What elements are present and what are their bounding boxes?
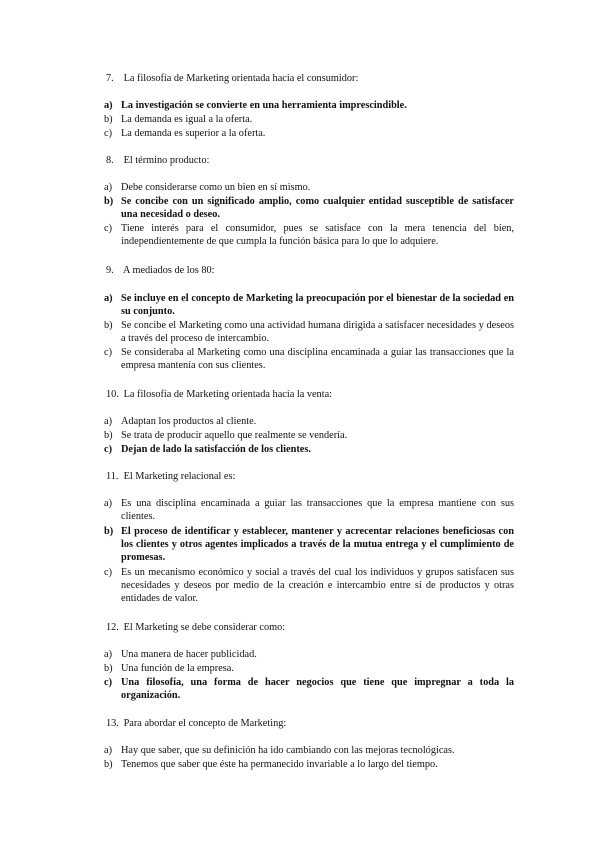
option-label: a) bbox=[104, 416, 112, 427]
option-label: c) bbox=[104, 347, 112, 358]
question-text: La filosofía de Marketing orientada hacia el consumidor: bbox=[123, 73, 359, 84]
question-12 bbox=[106, 621, 516, 634]
option-text: El proceso de identificar y establecer, mantener y acrecentar relaciones beneficiosas con los clientes y otros agentes implicados a través de la mutua entrega y el cumplimiento de promesas. bbox=[121, 526, 514, 563]
option-label: b) bbox=[104, 526, 114, 537]
option-label: a) bbox=[104, 182, 112, 193]
question-number: 8. bbox=[106, 155, 114, 166]
question-13-option-b bbox=[104, 758, 514, 771]
option-label: b) bbox=[104, 114, 113, 125]
question-number: 13. bbox=[106, 718, 119, 729]
question-text: El Marketing se debe considerar como: bbox=[123, 622, 286, 633]
option-label: b) bbox=[104, 320, 113, 331]
question-9-option-a bbox=[104, 292, 514, 318]
option-text: Dejan de lado la satisfacción de los clientes. bbox=[121, 444, 311, 455]
option-text: Se concibe el Marketing como una actividad humana dirigida a satisfacer necesidades y deseos a través del proceso de intercambio. bbox=[121, 320, 514, 344]
question-9-option-b bbox=[104, 319, 514, 345]
question-12-option-b bbox=[104, 662, 514, 675]
option-text: Adaptan los productos al cliente. bbox=[121, 416, 257, 427]
question-text: A mediados de los 80: bbox=[123, 265, 215, 276]
question-text: El término producto: bbox=[123, 155, 210, 166]
question-7-option-a bbox=[104, 99, 514, 112]
option-label: c) bbox=[104, 677, 112, 688]
option-text: La demanda es superior a la oferta. bbox=[121, 128, 266, 139]
question-10 bbox=[106, 388, 516, 401]
question-text: La filosofía de Marketing orientada hacia la venta: bbox=[123, 389, 332, 400]
option-label: c) bbox=[104, 567, 112, 578]
question-11-option-c bbox=[104, 566, 514, 605]
option-label: b) bbox=[104, 196, 114, 207]
option-text: La demanda es igual a la oferta. bbox=[121, 114, 253, 125]
question-9 bbox=[106, 264, 516, 277]
question-10-option-a bbox=[104, 415, 514, 428]
option-text: Se concibe con un significado amplio, como cualquier entidad susceptible de satisfacer una necesidad o deseo. bbox=[121, 196, 514, 220]
option-label: b) bbox=[104, 759, 113, 770]
question-10-option-c bbox=[104, 443, 514, 456]
option-text: Una filosofía, una forma de hacer negocios que tiene que impregnar a toda la organización. bbox=[121, 677, 514, 701]
option-text: Una función de la empresa. bbox=[121, 663, 234, 674]
option-label: c) bbox=[104, 444, 112, 455]
option-text: Tenemos que saber que éste ha permanecido invariable a lo largo del tiempo. bbox=[121, 759, 438, 770]
question-13-option-a bbox=[104, 744, 514, 757]
option-label: c) bbox=[104, 128, 112, 139]
question-number: 12. bbox=[106, 622, 119, 633]
question-12-option-c bbox=[104, 676, 514, 702]
option-text: Se consideraba al Marketing como una disciplina encaminada a guiar las transacciones que la empresa mantenía con sus clientes. bbox=[121, 347, 514, 371]
question-11 bbox=[106, 470, 516, 483]
option-text: Se trata de producir aquello que realmente se vendería. bbox=[121, 430, 348, 441]
question-8-option-c bbox=[104, 222, 514, 248]
option-label: a) bbox=[104, 649, 112, 660]
option-text: Se incluye en el concepto de Marketing la preocupación por el bienestar de la sociedad en su conjunto. bbox=[121, 293, 514, 317]
option-text: Una manera de hacer publicidad. bbox=[121, 649, 257, 660]
question-7-option-b bbox=[104, 113, 514, 126]
question-13 bbox=[106, 717, 516, 730]
question-number: 9. bbox=[106, 265, 114, 276]
option-label: a) bbox=[104, 293, 113, 304]
question-8-option-b bbox=[104, 195, 514, 221]
option-label: a) bbox=[104, 100, 113, 111]
option-text: Hay que saber, que su definición ha ido cambiando con las mejoras tecnológicas. bbox=[121, 745, 455, 756]
question-11-option-a bbox=[104, 497, 514, 523]
question-number: 11. bbox=[106, 471, 119, 482]
question-7 bbox=[106, 72, 516, 85]
question-11-option-b bbox=[104, 525, 514, 564]
question-text: Para abordar el concepto de Marketing: bbox=[123, 718, 287, 729]
question-number: 10. bbox=[106, 389, 119, 400]
option-text: Es un mecanismo económico y social a través del cual los individuos y grupos satisfacen sus necesidades y deseos por medio de la creación e intercambio entre sí de productos y otras entidades de valor. bbox=[121, 567, 514, 604]
question-8-option-a bbox=[104, 181, 514, 194]
question-10-option-b bbox=[104, 429, 514, 442]
question-number: 7. bbox=[106, 73, 114, 84]
question-8 bbox=[106, 154, 516, 167]
option-label: b) bbox=[104, 663, 113, 674]
option-text: Es una disciplina encaminada a guiar las transacciones que la empresa mantiene con sus clientes. bbox=[121, 498, 514, 522]
option-text: Tiene interés para el consumidor, pues se satisface con la mera tenencia del bien, independientemente de que cumpla la función básica para lo que lo adquiere. bbox=[121, 223, 514, 247]
question-9-option-c bbox=[104, 346, 514, 372]
question-12-option-a bbox=[104, 648, 514, 661]
question-7-option-c bbox=[104, 127, 514, 140]
option-label: a) bbox=[104, 745, 112, 756]
option-text: La investigación se convierte en una herramienta imprescindible. bbox=[121, 100, 407, 111]
option-label: a) bbox=[104, 498, 112, 509]
option-text: Debe considerarse como un bien en sí mismo. bbox=[121, 182, 311, 193]
option-label: c) bbox=[104, 223, 112, 234]
question-text: El Marketing relacional es: bbox=[123, 471, 236, 482]
option-label: b) bbox=[104, 430, 113, 441]
